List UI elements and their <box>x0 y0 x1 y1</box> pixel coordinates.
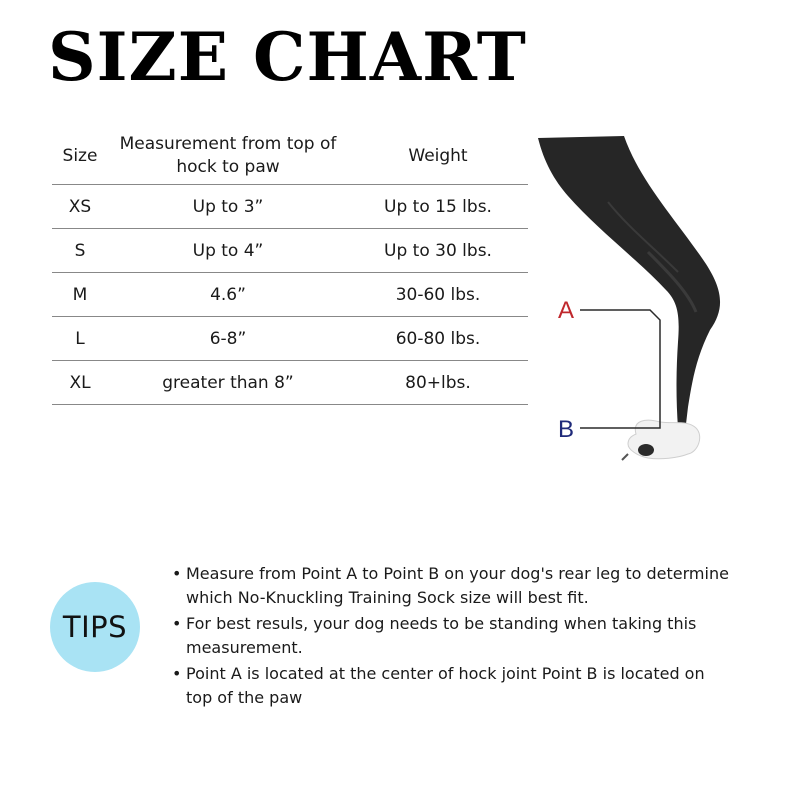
tip-text: For best resuls, your dog needs to be standing when taking this measurement. <box>186 614 697 657</box>
cell-size: XL <box>52 361 108 405</box>
table-row <box>52 185 528 229</box>
cell-measurement: 6-8” <box>108 317 348 361</box>
cell-size: S <box>52 229 108 273</box>
cell-weight: 30-60 lbs. <box>348 273 528 317</box>
measurement-line-a <box>580 310 660 382</box>
tips-list <box>172 562 732 712</box>
cell-measurement: Up to 3” <box>108 185 348 229</box>
cell-size: M <box>52 273 108 317</box>
dog-leg-shape <box>538 136 720 428</box>
cell-measurement: Up to 4” <box>108 229 348 273</box>
cell-measurement: greater than 8” <box>108 361 348 405</box>
header-measurement: Measurement from top of hock to paw <box>108 128 348 185</box>
cell-size: XS <box>52 185 108 229</box>
paw-claw <box>622 454 628 460</box>
bullet-icon: • <box>172 664 182 683</box>
size-table <box>52 128 528 405</box>
table-row <box>52 229 528 273</box>
cell-measurement: 4.6” <box>108 273 348 317</box>
tips-badge <box>50 582 140 672</box>
table-row <box>52 317 528 361</box>
cell-weight: 60-80 lbs. <box>348 317 528 361</box>
header-weight: Weight <box>348 128 528 185</box>
cell-weight: Up to 15 lbs. <box>348 185 528 229</box>
paw-shape <box>628 420 700 459</box>
cell-size: L <box>52 317 108 361</box>
dog-leg-illustration <box>528 132 758 477</box>
list-item <box>172 612 732 660</box>
header-size: Size <box>52 128 108 185</box>
table-header-row <box>52 128 528 185</box>
table-row <box>52 361 528 405</box>
bullet-icon: • <box>172 614 182 633</box>
tip-text: Measure from Point A to Point B on your dog's rear leg to determine which No-Knuckling Training Sock size will best fit. <box>186 564 729 607</box>
bullet-icon: • <box>172 564 182 583</box>
point-a-label: A <box>558 297 575 324</box>
tips-badge-label: TIPS <box>62 610 128 644</box>
list-item <box>172 562 732 610</box>
point-b-label: B <box>558 416 575 443</box>
table-row <box>52 273 528 317</box>
paw-toe <box>638 444 654 456</box>
cell-weight: 80+lbs. <box>348 361 528 405</box>
cell-weight: Up to 30 lbs. <box>348 229 528 273</box>
list-item <box>172 662 732 710</box>
page-title: SIZE CHART <box>48 18 527 96</box>
tip-text: Point A is located at the center of hock joint Point B is located on top of the paw <box>186 664 705 707</box>
